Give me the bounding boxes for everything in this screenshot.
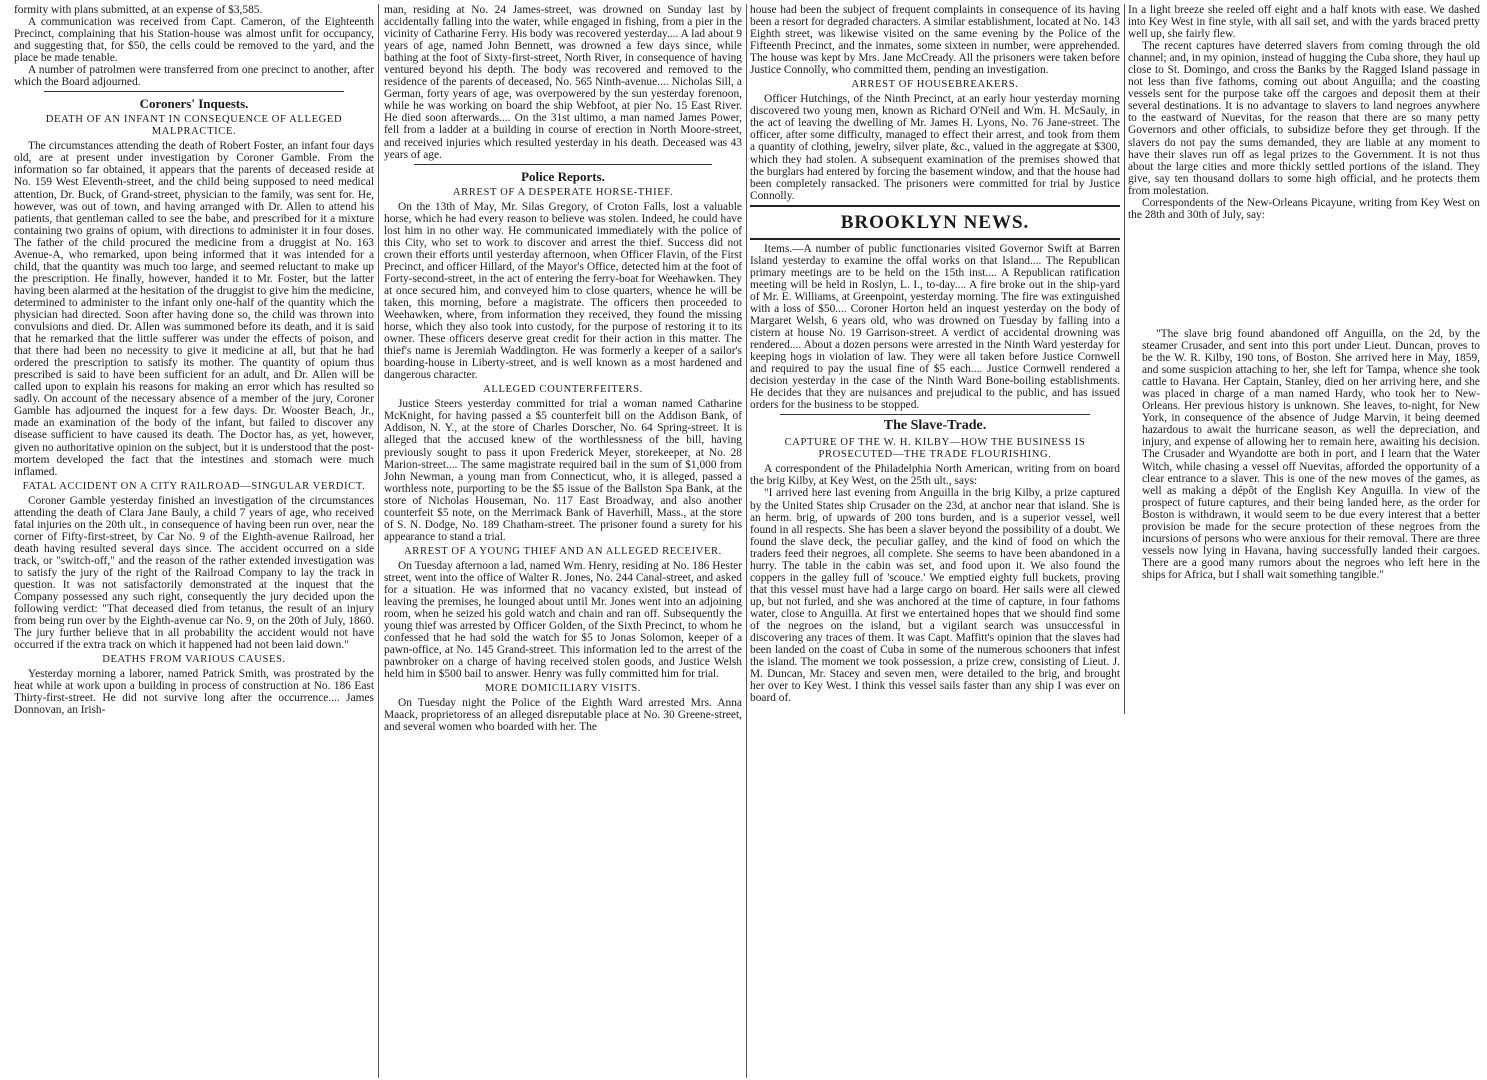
divider (780, 414, 1090, 415)
paragraph: The circumstances attending the death of Robert Foster, an infant four days old, are at present under investigation by Coroner Gamble. From the information so far obtained, it appears that the parents of deceased reside at No. 159 West Eleventh-street, and the child being supposed to need medical attention, Dr. Buck, of Grand-street, physician to the family, was sent for. He, however, was out of town, and having arranged with Dr. Allen to attend his patients, that gentleman called to see the babe, and prescribed for it a mixture containing two grains of opium, with directions to administer it in four doses. The father of the child procured the medicine from a druggist at No. 163 Avenue-A, who remarked, upon being informed that it was intended for a child, that the quantity was much too large, and seemed reluctant to make up the prescription. He finally, however, handed it to Mr. Foster, but the latter having been alarmed at the hesitation of the druggist to give him the medicine, determined to administer to the infant only one-half of the quantity which the physician had directed. Soon after having done so, the child was thrown into convulsions and died. Dr. Allen was summoned before its death, and it is said that he remarked that the little sufferer was under the effects of poison, and that there had been no necessity to give it medicine at all, but that he had ordered the prescription to satisfy its mother. The quantity of opium thus prescribed is said to have been sufficient for an adult, and Dr. Allen will be called upon to explain his reasons for making an error which has resulted so sadly. On account of the necessary absence of a member of the jury, Coroner Gamble has adjourned the inquest for a few days. Dr. Wooster Beach, Jr., made an examination of the body of the infant, but failed to discover any disease sufficient to have caused its death. The Doctor has, as yet, however, given no authoritative opinion on the subject, but it is understood that the post-mortem developed the fact that the intestines and stomach were much inflamed. (14, 140, 374, 478)
divider (750, 205, 1120, 207)
paragraph: Yesterday morning a laborer, named Patrick Smith, was prostrated by the heat while at work upon a building in process of construction at No. 186 East Thirty-first-street. He did not survive long after the occurrence.... James Donnovan, an Irish- (14, 668, 374, 717)
column-2 (384, 4, 742, 1078)
paragraph: Justice Steers yesterday committed for trial a woman named Catharine McKnight, for having passed a $5 counterfeit bill on the Addison Bank, of Addison, N. Y., at the store of Charles Dorscher, No. 64 Spring-street. It is alleged that the accused knew of the worthlessness of the bill, having previously sought to pass it upon Frederick Meyer, storekeeper, at No. 28 Marion-street.... The same magistrate required bail in the sum of $1,000 from John Newman, a young man from Connecticut, who, it is alleged, passed a worthless note, purporting to be the $5 issue of the Ballston Spa Bank, at the store of Nicholas Houseman, No. 117 East Broadway, and also another counterfeit $5 note, on the Merrimack Bank of Haverhill, Mass., at the store of S. N. Dodge, No. 189 Chatham-street. The prisoner found a surety for his appearance to stand a trial. (384, 398, 742, 543)
column-1 (14, 4, 374, 1078)
subheading: MORE DOMICILIARY VISITS. (485, 683, 641, 695)
subheading: ARREST OF A YOUNG THIEF AND AN ALLEGED RECEIVER. (404, 545, 722, 557)
subheading: DEATHS FROM VARIOUS CAUSES. (102, 654, 286, 666)
section-heading: Coroners' Inquests. (139, 96, 249, 112)
column-4-bottom (1142, 328, 1480, 708)
paragraph: In a light breeze she reeled off eight and a half knots with ease. We dashed into Key West in fine style, with all sail set, and with the yards braced pretty well up, she fairly flew. (1128, 4, 1480, 41)
divider (750, 238, 1120, 240)
section-heading: Police Reports. (521, 168, 605, 184)
column-rule (1124, 4, 1125, 714)
subheading: CAPTURE OF THE W. H. KILBY—HOW THE BUSINESS IS PROSECUTED—THE TRADE FLOURISHING. (784, 437, 1086, 461)
subheading: FATAL ACCIDENT ON A CITY RAILROAD—SINGULAR VERDICT. (22, 480, 366, 492)
paragraph: Correspondents of the New-Orleans Picayune, writing from Key West on the 28th and 30th of July, say: (1128, 196, 1480, 221)
paragraph: A communication was received from Capt. Cameron, of the Eighteenth Precinct, complaining that his Station-house was almost unfit for occupancy, and suggesting that, for $50, the cells could be removed to the yard, and the place be made tenable. (14, 16, 374, 65)
column-3 (750, 4, 1120, 1074)
column-4-top (1128, 4, 1480, 326)
paragraph: On Tuesday night the Police of the Eighth Ward arrested Mrs. Anna Maack, proprietoress of an alleged disreputable place at No. 30 Greene-street, and several women who boarded with her. The (384, 697, 742, 734)
divider (44, 91, 344, 92)
paragraph: A number of patrolmen were transferred from one precinct to another, after which the Board adjourned. (14, 64, 374, 89)
paragraph: "I arrived here last evening from Anguilla in the brig Kilby, a prize captured by the United States ship Crusader on the 23d, at anchor near that island. She is an herm. brig, of upwards of 200 tons burden, and is a superior vessel, well found in all respects. She has been a slaver beyond the possibility of a doubt. We found the slave deck, the peculiar galley, and the kind of food on which the traders feed their negroes, all complete. She seems to have been abandoned in a hurry. The table in the cabin was set, and food upon it. We also found the coppers in the galley full of 'scouce.' We emptied eighty full buckets, proving that this vessel must have had a large cargo on board. Her sails were all clewed up, but not furled, and she was anchored at the time of capture, in four fathoms water, close to Anguilla. At first we entertained hopes that we should find some of the negroes on the island, but a vigilant search was unsuccessful in discovering any traces of them. It was Capt. Maffitt's opinion that the slaves had been landed on the coast of Cuba in some of the numerous schooners that infest the island. The moment we took possession, a prize crew, consisting of Lieut. J. M. Duncan, Mr. Stacey and seven men, were detailed to the brig, and brought her over to Key West. I think this vessel sails faster than any ship I was ever on board of. (750, 487, 1120, 705)
section-heading: BROOKLYN NEWS. (840, 211, 1030, 233)
paragraph: formity with plans submitted, at an expense of $3,585. (14, 4, 263, 16)
paragraph: On the 13th of May, Mr. Silas Gregory, of Croton Falls, lost a valuable horse, which he had every reason to believe was stolen. Indeed, he could have lost him in no other way. He communicated immediately with the police of this City, who set to work to discover and arrest the thief. Success did not crown their efforts until yesterday afternoon, when Officer Flavin, of the First Precinct, and officer Hillard, of the Mayor's Office, detected him at the foot of Forty-second-street, in the act of entering the ferry-boat for Weehawken. They at once secured him, and conveyed him to close quarters, whence he will be taken, this morning, before a magistrate. The officers then proceeded to Weehawken, where, from information they received, they found the missing horse, which they also took into custody, for the purpose of restoring it to its owner. These officers deserve great credit for their action in this matter. The thief's name is Jeremiah Waddington. He was formerly a keeper of a sailor's boarding-house in Liberty-street, and is well known as a most hardened and dangerous character. (384, 200, 742, 382)
subheading: ARREST OF A DESPERATE HORSE-THIEF. (452, 186, 674, 198)
subheading: ALLEGED COUNTERFEITERS. (483, 384, 643, 396)
divider (414, 164, 712, 165)
section-heading: The Slave-Trade. (883, 418, 987, 434)
paragraph: A correspondent of the Philadelphia North American, writing from on board the brig Kilby, at Key West, on the 25th ult., says: (750, 463, 1120, 488)
paragraph: Officer Hutchings, of the Ninth Precinct, at an early hour yesterday morning discovered two young men, known as Richard O'Neil and Wm. H. McSauly, in the act of leaving the dwelling of Mr. James H. Lyons, No. 76 Jane-street. The officer, after some difficulty, managed to effect their arrest, and took from them a quantity of clothing, jewelry, silver plate, &c., valued in the aggregate at $300, which they had stolen. A subsequent examination of the premises showed that the burglars had entered by forcing the basement window, and that the house had been completely ransacked. The prisoners were committed for trial by Justice Connolly. (750, 93, 1120, 202)
column-rule (746, 4, 747, 1078)
subheading: DEATH OF AN INFANT IN CONSEQUENCE OF ALLEGED MALPRACTICE. (45, 114, 343, 138)
subheading: ARREST OF HOUSEBREAKERS. (851, 79, 1019, 91)
paragraph: The recent captures have deterred slavers from coming through the old channel; and, in my opinion, instead of hugging the Cuba shore, they haul up close to St. Domingo, and cross the Banks by the Ragged Island passage in not less than five fathoms, coming out about Anguilla; and the coasting vessels sent for the purpose take off the cargoes and deposit them at their several destinations. It is no advantage to slavers to land negroes anywhere to the eastward of Nuevitas, for the reason that there are so many petty Governors and other officials, to subsidize before they get through. If the slavers do not pay the sums demanded, they are liable at any moment to have their slaves run off as legal prizes to the Government. It is not thus about the large cities and more thickly settled portions of the island. They give, say ten thousand dollars to some high official, and he protects them from molestation. (1128, 40, 1480, 197)
paragraph: Items.—A number of public functionaries visited Governor Swift at Barren Island yesterday to examine the offal works on that Island.... The Republican primary meetings are to be held on the 15th inst.... A Republican ratification meeting will be held in Roslyn, L. I., to-day.... A fire broke out in the ship-yard of Mr. E. Williams, at Greenpoint, yesterday morning. The fire was extinguished with a loss of $50.... Coroner Horton held an inquest yesterday on the body of Margaret Welsh, 6 years old, who was drowned on Tuesday by falling into a cistern at house No. 19 Garrison-street. A verdict of accidental drowning was rendered.... About a dozen persons were arrested in the Ninth Ward yesterday for keeping hogs in violation of law. They were all taken before Justice Cornwell and required to pay the usual fine of $5 each.... Justice Cornwell rendered a decision yesterday in the case of the Ninth Ward Bone-boiling establishments. He decides that they are nuisances and prejudical to the public, and has issued orders for the business to be stopped. (750, 242, 1120, 412)
column-rule (378, 4, 379, 1078)
paragraph: On Tuesday afternoon a lad, named Wm. Henry, residing at No. 186 Hester street, went into the office of Walter R. Jones, No. 244 Canal-street, and asked for a situation. He was informed that no vacancy existed, but instead of leaving the premises, he lounged about until Mr. Jones went into an adjoining room, when he seized his gold watch and chain and ran off. Subsequently the young thief was arrested by Officer Golden, of the Sixth Precinct, to whom he confessed that he had sold the watch for $5 to Jonas Solomon, keeper of a pawn-office, at No. 145 Grand-street. This information led to the arrest of the pawnbroker on a charge of having received stolen goods, and Justice Welsh held him in $500 bail to answer. Henry was fully committed him for trial. (384, 559, 742, 681)
paragraph: Coroner Gamble yesterday finished an investigation of the circumstances attending the death of Clara Jane Bauly, a child 7 years of age, who received fatal injuries on the 20th ult., in consequence of having been run over, near the corner of Fifty-first-street, by Car No. 9 of the Eighth-avenue Railroad, her death having resulted several days since. The accident occurred on a side track, or "switch-off," and the reason of the rather extended investigation was to satisfy the jury of the right of the Railroad Company to lay the track in question. It was not satisfactorily demonstrated at the inquest that the Company possessed any such right, consequently the jury decided upon the following verdict: "That deceased died from tetanus, the result of an injury from being run over by the Eighth-avenue car No. 9, on the 20th of July, 1860. The jury further believe that in all probability the accident would not have occurred if the extra track on which it happened had not been laid down." (14, 494, 374, 652)
paragraph: "The slave brig found abandoned off Anguilla, on the 2d, by the steamer Crusader, and sent into this port under Lieut. Duncan, proves to be the W. R. Kilby, 190 tons, of Boston. She arrived here in May, 1859, and some suspicion attaching to her, she left for Tampa, whence she took cattle to Havana. Her Captain, Stanley, died on her arriving here, and she was placed in charge of a man named Hardy, who took her to New-Orleans. Her previous history is unknown. She leaves, to-night, for New York, in consequence of the absence of Judge Marvin, it being deemed hazardous to await the hurricane season, as well the depreciation, and injury, and expense of allowing her to remain here, awaiting his decision. The Crusader and Wyandotte are both in port, and I learn that the Water Witch, while chasing a vessel off Nuevitas, afforded the opportunity of a clear entrance to a slaver. This is one of the new moves of the games, as well as making a dépôt of the English Key Anguilla. In view of the prospect of future captures, and their being landed here, as the order for Boston is withdrawn, it would seem to be due every interest that a better provision be made for the secure protection of these negroes from the incursions of persons who were anxious for their removal. There are three vessels now lying in Havana, having successfully landed their cargoes. There are a good many rumors about the negroes who left here in the ships for Africa, but I shall wait something tangible." (1142, 328, 1480, 581)
paragraph: house had been the subject of frequent complaints in consequence of its having been a resort for degraded characters. A similar establishment, located at No. 143 Eighth street, was likewise visited on the same evening by the Police of the Fifteenth Precinct, and the inmates, some sixteen in number, were apprehended. The house was kept by Mrs. Jane McCready. All the prisoners were taken before Justice Connolly, who committed them, pending an investigation. (750, 4, 1120, 77)
paragraph: man, residing at No. 24 James-street, was drowned on Sunday last by accidentally falling into the water, while engaged in fishing, from a pier in the vicinity of Catharine Ferry. His body was recovered yesterday.... A lad about 9 years of age, named John Bennett, was drowned a few days since, while bathing at the foot of Sixty-first-street, North River, in consequence of having ventured beyond his depth. The body was recovered and removed to the residence of the parents of deceased, No. 565 Ninth-avenue.... Nicholas Sill, a German, forty years of age, was overpowered by the sun yesterday forenoon, while he was working on board the ship Webfoot, at pier No. 15 East River. He died soon afterwards.... On the 31st ultimo, a man named James Power, fell from a ladder at a building in course of erection in North Moore-street, and received injuries which resulted yesterday in his death. Deceased was 43 years of age. (384, 4, 742, 161)
